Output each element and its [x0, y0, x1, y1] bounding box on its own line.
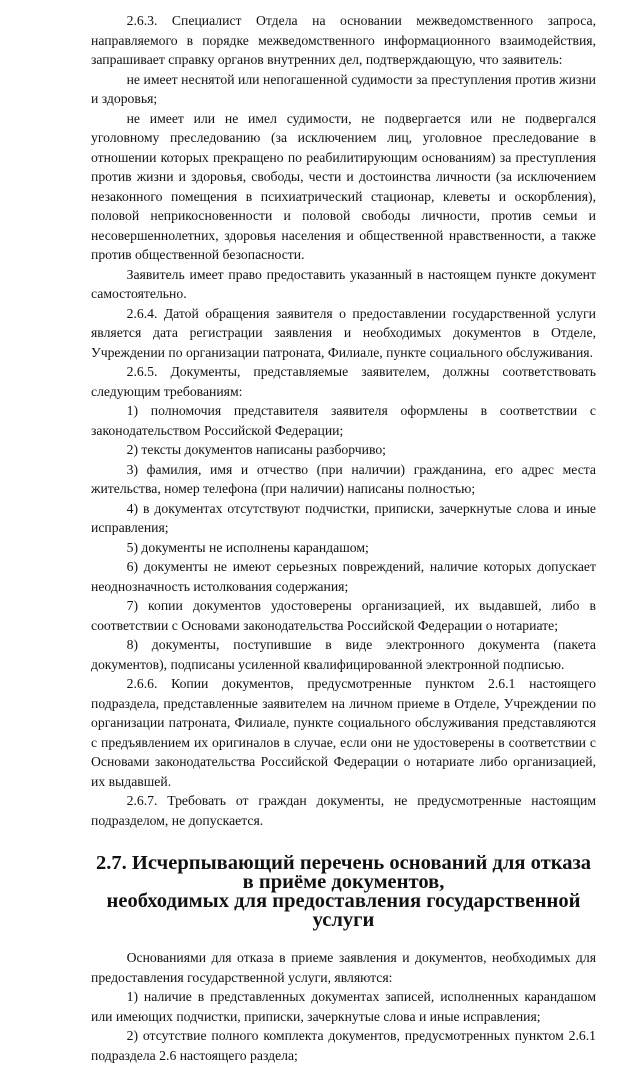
paragraph-2-6-6: 2.6.6. Копии документов, предусмотренные пунктом 2.6.1 настоящего подраздела, представленные заявителем на личном приеме в Отделе, Учреждении по организации патроната, Филиале, пункте социального обслуживания представляются с предъявлением их оригиналов в случае, если они не удостоверены в соответствии с Основами законодательства Российской Федерации о нотариате либо организацией, их выдавшей.: [91, 676, 596, 789]
requirement-item-1: 1) полномочия представителя заявителя оформлены в соответствии с законодательством Российской Федерации;: [91, 403, 596, 438]
requirement-item-5: 5) документы не исполнены карандашом;: [126, 539, 369, 555]
section-heading-line-1: 2.7. Исчерпывающий перечень оснований для отказа в приёме документов,: [95, 852, 592, 893]
paragraph-no-prosecution: не имеет или не имел судимости, не подвергается или не подвергался уголовному преследованию (за исключением лиц, уголовное преследование в отношении которых прекращено по реабилитирующим основаниям) за преступления против жизни и здоровья, свободы, чести и достоинства личности (за исключением незаконного помещения в психиатрический стационар, клеветы и оскорбления), половой неприкосновенности и половой свободы личности, против семьи и несовершеннолетних, здоровья населения и общественной нравственности, а также против общественной безопасности.: [91, 110, 596, 262]
paragraph-refusal-grounds: Основаниями для отказа в приеме заявления и документов, необходимых для предоставления государственной услуги, являются:: [91, 950, 596, 985]
requirement-item-3: 3) фамилия, имя и отчество (при наличии) гражданина, его адрес места жительства, номер телефона (при наличии) написаны полностью;: [91, 461, 596, 496]
requirement-item-8: 8) документы, поступившие в виде электронного документа (пакета документов), подписаны усиленной квалифицированной электронной подписью.: [91, 637, 596, 672]
requirement-item-7: 7) копии документов удостоверены организацией, их выдавшей, либо в соответствии с Основами законодательства Российской Федерации о нотариате;: [91, 598, 596, 633]
paragraph-applicant-right: Заявитель имеет право предоставить указанный в настоящем пункте документ самостоятельно.: [91, 266, 596, 301]
paragraph-no-conviction: не имеет неснятой или непогашенной судимости за преступления против жизни и здоровья;: [91, 71, 596, 106]
paragraph-2-6-7: 2.6.7. Требовать от граждан документы, не предусмотренные настоящим подразделом, не допускается.: [91, 793, 596, 828]
requirement-item-4: 4) в документах отсутствуют подчистки, приписки, зачеркнутые слова и иные исправления;: [91, 500, 596, 535]
requirement-item-6: 6) документы не имеют серьезных повреждений, наличие которых допускает неоднозначность истолкования содержания;: [91, 559, 596, 594]
paragraph-2-6-3: 2.6.3. Специалист Отдела на основании межведомственного запроса, направляемого в порядке межведомственного информационного взаимодействия, запрашивает справку органов внутренних дел, подтверждающую, что заявитель:: [91, 13, 596, 67]
section-heading-2-7: [91, 854, 596, 930]
refusal-item-1: 1) наличие в представленных документах записей, исполненных карандашом или имеющих подчистки, приписки, зачеркнутые слова и иные исправления;: [91, 989, 596, 1024]
refusal-item-2: 2) отсутствие полного комплекта документов, предусмотренных пунктом 2.6.1 подраздела 2.6 настоящего раздела;: [91, 1028, 596, 1063]
paragraph-2-6-5: 2.6.5. Документы, представляемые заявителем, должны соответствовать следующим требованиям:: [91, 364, 596, 399]
section-heading-line-2: необходимых для предоставления государственной услуги: [106, 890, 581, 931]
requirement-item-2: 2) тексты документов написаны разборчиво;: [126, 442, 386, 457]
paragraph-2-6-4: 2.6.4. Датой обращения заявителя о предоставлении государственной услуги является дата регистрации заявления и необходимых документов в Отделе, Учреждении по организации патроната, Филиале, пункте социального обслуживания.: [91, 305, 596, 360]
